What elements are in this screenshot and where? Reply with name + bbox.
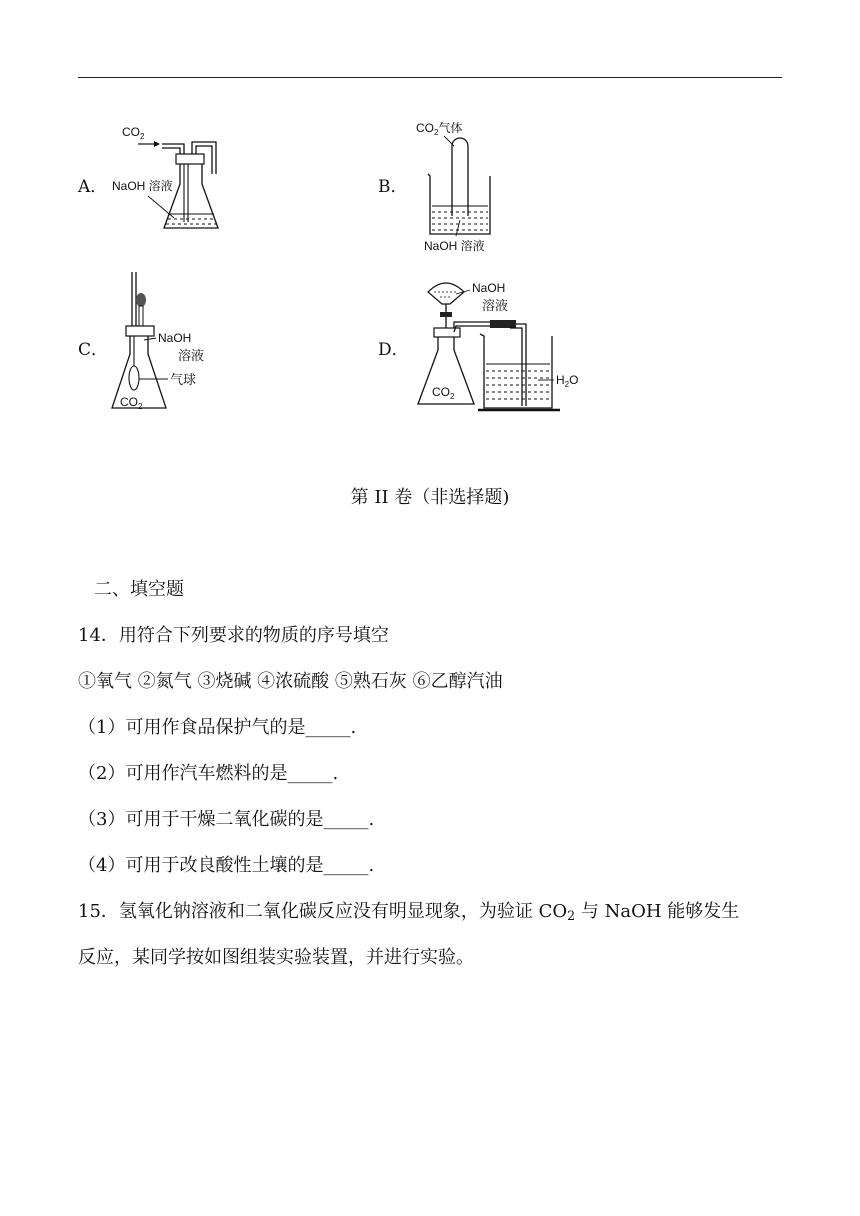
option-c-label: C． [78, 340, 109, 360]
apparatus-a-gas-label: $CO_2$ [122, 125, 145, 141]
apparatus-b-figure [410, 116, 520, 258]
question-14-item-2: （2）可用作汽车燃料的是_____. [78, 763, 339, 784]
question-14-item-1: （1）可用作食品保护气的是_____. [78, 717, 357, 738]
rubber-stopper [126, 326, 154, 336]
option-b-label: B． [378, 177, 408, 197]
test-tube [452, 138, 468, 216]
apparatus-d-water-label: $H_2O$ [556, 373, 579, 389]
apparatus-c-balloon-label: 气球 [170, 372, 197, 387]
rubber-stopper [434, 328, 460, 337]
part-heading: 二、填空题 [94, 579, 184, 600]
apparatus-c-solution-label-1: NaOH [158, 331, 192, 345]
question-14-choices: ①氧气 ②氮气 ③烧碱 ④浓硫酸 ⑤熟石灰 ⑥乙醇汽油 [78, 671, 503, 692]
balloon-shape [129, 366, 139, 390]
rubber-tubing [490, 320, 516, 328]
apparatus-d-gas-label: $CO_2$ [432, 385, 455, 401]
option-a-label: A． [78, 177, 108, 197]
question-15-line-2: 反应，某同学按如图组装实验装置，并进行实验。 [78, 947, 474, 968]
question-15-line-1: 15．氢氧化钠溶液和二氧化碳反应没有明显现象，为验证 $CO_2$ 与 NaOH 能够发生 [78, 901, 740, 924]
apparatus-a-solution-label: NaOH 溶液 [112, 179, 173, 193]
conical-flask [164, 164, 218, 228]
apparatus-c-solution-label-2: 溶液 [178, 348, 205, 363]
apparatus-d-solution-label-2: 溶液 [482, 298, 509, 313]
apparatus-d-figure [410, 272, 600, 416]
section-title: 第 II 卷（非选择题) [350, 487, 510, 508]
apparatus-b-solution-label: NaOH 溶液 [424, 239, 485, 253]
question-14-item-4: （4）可用于改良酸性土壤的是_____. [78, 855, 375, 876]
apparatus-c-gas-label: $CO_2$ [120, 395, 143, 411]
apparatus-d-solution-label-1: NaOH [472, 281, 506, 295]
question-14-item-3: （3）可用于干燥二氧化碳的是_____. [78, 809, 375, 830]
arrow-head [154, 141, 160, 147]
dropper-bulb [136, 293, 146, 307]
apparatus-a-figure [104, 118, 228, 242]
option-d-label: D． [378, 340, 409, 360]
apparatus-b-gas-label: $CO_2$气体 [416, 121, 463, 137]
question-14-stem: 14．用符合下列要求的物质的序号填空 [78, 625, 389, 646]
rubber-stopper [176, 154, 204, 164]
header-rule [78, 77, 782, 78]
apparatus-c-figure [104, 270, 224, 416]
